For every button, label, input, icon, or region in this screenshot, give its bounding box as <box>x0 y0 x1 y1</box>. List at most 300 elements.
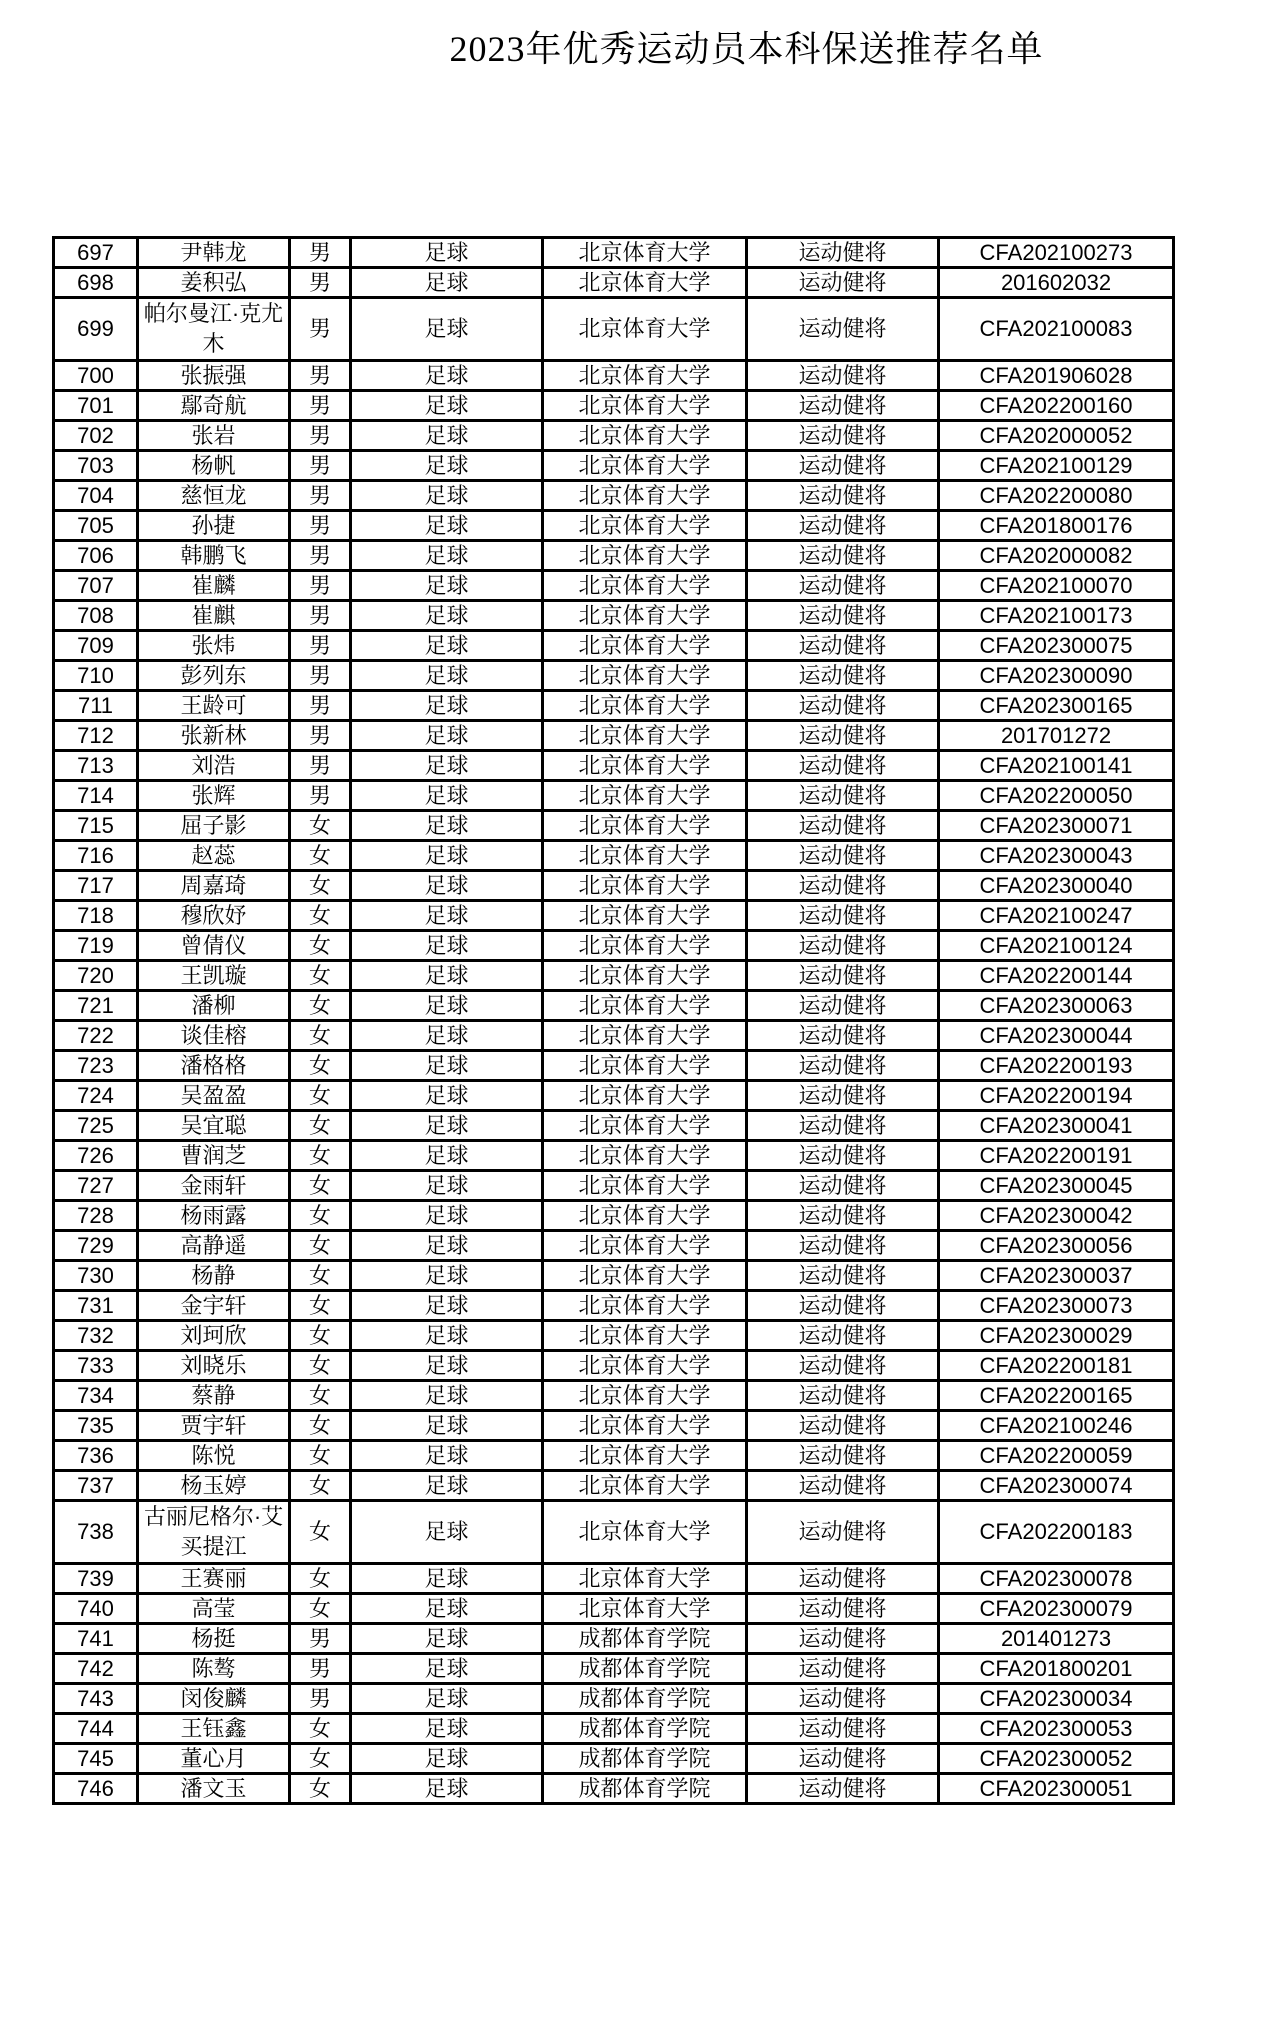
university-cell: 成都体育学院 <box>543 1624 747 1654</box>
university-cell: 北京体育大学 <box>543 1081 747 1111</box>
athlete-level-cell: 运动健将 <box>747 661 939 691</box>
athlete-level-cell: 运动健将 <box>747 781 939 811</box>
certificate-number-cell: CFA202100083 <box>939 298 1174 361</box>
table-row <box>54 541 1174 571</box>
gender-cell: 女 <box>290 1744 351 1774</box>
row-number-cell: 718 <box>54 901 138 931</box>
gender-cell: 男 <box>290 781 351 811</box>
sport-cell: 足球 <box>351 931 543 961</box>
table-row <box>54 1231 1174 1261</box>
table-row <box>54 1381 1174 1411</box>
table-row <box>54 661 1174 691</box>
university-cell: 成都体育学院 <box>543 1654 747 1684</box>
sport-cell: 足球 <box>351 511 543 541</box>
page-title: 2023年优秀运动员本科保送推荐名单 <box>449 29 1044 69</box>
table-row <box>54 991 1174 1021</box>
gender-cell: 男 <box>290 631 351 661</box>
sport-cell: 足球 <box>351 1411 543 1441</box>
sport-cell: 足球 <box>351 811 543 841</box>
gender-cell: 女 <box>290 1501 351 1564</box>
table-row <box>54 1111 1174 1141</box>
sport-cell: 足球 <box>351 1201 543 1231</box>
university-cell: 北京体育大学 <box>543 1471 747 1501</box>
table-row <box>54 1141 1174 1171</box>
athlete-name-cell: 高莹 <box>138 1594 290 1624</box>
athlete-name-cell: 谈佳榕 <box>138 1021 290 1051</box>
row-number-cell: 739 <box>54 1564 138 1594</box>
athlete-level-cell: 运动健将 <box>747 1714 939 1744</box>
athlete-level-cell: 运动健将 <box>747 601 939 631</box>
row-number-cell: 709 <box>54 631 138 661</box>
sport-cell: 足球 <box>351 1021 543 1051</box>
row-number-cell: 738 <box>54 1501 138 1564</box>
table-row <box>54 871 1174 901</box>
sport-cell: 足球 <box>351 601 543 631</box>
athlete-name-cell: 杨玉婷 <box>138 1471 290 1501</box>
sport-cell: 足球 <box>351 1171 543 1201</box>
certificate-number-cell: CFA202300043 <box>939 841 1174 871</box>
university-cell: 北京体育大学 <box>543 1321 747 1351</box>
gender-cell: 男 <box>290 691 351 721</box>
athlete-level-cell: 运动健将 <box>747 1231 939 1261</box>
athlete-level-cell: 运动健将 <box>747 871 939 901</box>
athlete-name-cell: 王赛丽 <box>138 1564 290 1594</box>
university-cell: 北京体育大学 <box>543 751 747 781</box>
athlete-level-cell: 运动健将 <box>747 1111 939 1141</box>
athlete-level-cell: 运动健将 <box>747 571 939 601</box>
athlete-level-cell: 运动健将 <box>747 1081 939 1111</box>
sport-cell: 足球 <box>351 1471 543 1501</box>
athlete-name-cell: 屈子影 <box>138 811 290 841</box>
gender-cell: 女 <box>290 1021 351 1051</box>
table-row <box>54 451 1174 481</box>
sport-cell: 足球 <box>351 721 543 751</box>
certificate-number-cell: 201602032 <box>939 268 1174 298</box>
athlete-level-cell: 运动健将 <box>747 1501 939 1564</box>
athlete-name-cell: 刘珂欣 <box>138 1321 290 1351</box>
table-row <box>54 781 1174 811</box>
athlete-name-cell: 穆欣妤 <box>138 901 290 931</box>
table-row <box>54 1441 1174 1471</box>
certificate-number-cell: CFA202300056 <box>939 1231 1174 1261</box>
table-row <box>54 1471 1174 1501</box>
table-row <box>54 601 1174 631</box>
athlete-level-cell: 运动健将 <box>747 1564 939 1594</box>
athlete-name-cell: 刘浩 <box>138 751 290 781</box>
table-row <box>54 511 1174 541</box>
sport-cell: 足球 <box>351 391 543 421</box>
sport-cell: 足球 <box>351 571 543 601</box>
athlete-level-cell: 运动健将 <box>747 1654 939 1684</box>
athlete-level-cell: 运动健将 <box>747 1411 939 1441</box>
table-row <box>54 1201 1174 1231</box>
athlete-name-cell: 张岩 <box>138 421 290 451</box>
table-row <box>54 1744 1174 1774</box>
certificate-number-cell: CFA202100247 <box>939 901 1174 931</box>
sport-cell: 足球 <box>351 1381 543 1411</box>
athlete-name-cell: 潘柳 <box>138 991 290 1021</box>
table-row <box>54 361 1174 391</box>
row-number-cell: 713 <box>54 751 138 781</box>
athlete-name-cell: 周嘉琦 <box>138 871 290 901</box>
row-number-cell: 702 <box>54 421 138 451</box>
athlete-level-cell: 运动健将 <box>747 1351 939 1381</box>
certificate-number-cell: CFA202200191 <box>939 1141 1174 1171</box>
university-cell: 成都体育学院 <box>543 1744 747 1774</box>
university-cell: 北京体育大学 <box>543 1141 747 1171</box>
sport-cell: 足球 <box>351 1141 543 1171</box>
university-cell: 北京体育大学 <box>543 1171 747 1201</box>
row-number-cell: 727 <box>54 1171 138 1201</box>
athlete-level-cell: 运动健将 <box>747 1594 939 1624</box>
sport-cell: 足球 <box>351 841 543 871</box>
gender-cell: 男 <box>290 361 351 391</box>
certificate-number-cell: CFA202100124 <box>939 931 1174 961</box>
certificate-number-cell: CFA202100246 <box>939 1411 1174 1441</box>
table-row <box>54 1654 1174 1684</box>
row-number-cell: 714 <box>54 781 138 811</box>
row-number-cell: 704 <box>54 481 138 511</box>
certificate-number-cell: CFA202200080 <box>939 481 1174 511</box>
university-cell: 北京体育大学 <box>543 691 747 721</box>
athlete-name-cell: 陈骜 <box>138 1654 290 1684</box>
gender-cell: 女 <box>290 991 351 1021</box>
athlete-name-cell: 曹润芝 <box>138 1141 290 1171</box>
certificate-number-cell: CFA202300074 <box>939 1471 1174 1501</box>
gender-cell: 女 <box>290 1594 351 1624</box>
athlete-name-cell: 古丽尼格尔·艾买提江 <box>138 1501 290 1564</box>
athlete-level-cell: 运动健将 <box>747 421 939 451</box>
athlete-name-cell: 孙捷 <box>138 511 290 541</box>
row-number-cell: 725 <box>54 1111 138 1141</box>
university-cell: 北京体育大学 <box>543 991 747 1021</box>
sport-cell: 足球 <box>351 361 543 391</box>
row-number-cell: 716 <box>54 841 138 871</box>
gender-cell: 女 <box>290 811 351 841</box>
sport-cell: 足球 <box>351 541 543 571</box>
certificate-number-cell: CFA202300073 <box>939 1291 1174 1321</box>
athlete-level-cell: 运动健将 <box>747 451 939 481</box>
table-row <box>54 631 1174 661</box>
athlete-level-cell: 运动健将 <box>747 1201 939 1231</box>
row-number-cell: 719 <box>54 931 138 961</box>
athlete-level-cell: 运动健将 <box>747 631 939 661</box>
gender-cell: 女 <box>290 1381 351 1411</box>
gender-cell: 女 <box>290 1774 351 1804</box>
row-number-cell: 729 <box>54 1231 138 1261</box>
certificate-number-cell: CFA202200050 <box>939 781 1174 811</box>
certificate-number-cell: CFA202200165 <box>939 1381 1174 1411</box>
gender-cell: 女 <box>290 1714 351 1744</box>
row-number-cell: 735 <box>54 1411 138 1441</box>
athlete-name-cell: 杨帆 <box>138 451 290 481</box>
university-cell: 北京体育大学 <box>543 298 747 361</box>
athlete-name-cell: 崔麒 <box>138 601 290 631</box>
athlete-name-cell: 韩鹏飞 <box>138 541 290 571</box>
university-cell: 北京体育大学 <box>543 1381 747 1411</box>
gender-cell: 男 <box>290 1654 351 1684</box>
row-number-cell: 723 <box>54 1051 138 1081</box>
sport-cell: 足球 <box>351 1081 543 1111</box>
university-cell: 北京体育大学 <box>543 1501 747 1564</box>
row-number-cell: 732 <box>54 1321 138 1351</box>
gender-cell: 女 <box>290 1564 351 1594</box>
certificate-number-cell: CFA202100141 <box>939 751 1174 781</box>
gender-cell: 男 <box>290 541 351 571</box>
gender-cell: 女 <box>290 1471 351 1501</box>
athlete-name-cell: 杨挺 <box>138 1624 290 1654</box>
row-number-cell: 707 <box>54 571 138 601</box>
row-number-cell: 701 <box>54 391 138 421</box>
athlete-name-cell: 王钰鑫 <box>138 1714 290 1744</box>
certificate-number-cell: CFA201800176 <box>939 511 1174 541</box>
gender-cell: 女 <box>290 1291 351 1321</box>
certificate-number-cell: CFA202300040 <box>939 871 1174 901</box>
row-number-cell: 744 <box>54 1714 138 1744</box>
athlete-level-cell: 运动健将 <box>747 1321 939 1351</box>
certificate-number-cell: CFA202300078 <box>939 1564 1174 1594</box>
certificate-number-cell: CFA202000082 <box>939 541 1174 571</box>
gender-cell: 女 <box>290 1111 351 1141</box>
sport-cell: 足球 <box>351 691 543 721</box>
gender-cell: 女 <box>290 1081 351 1111</box>
certificate-number-cell: CFA202000052 <box>939 421 1174 451</box>
university-cell: 北京体育大学 <box>543 238 747 268</box>
university-cell: 成都体育学院 <box>543 1714 747 1744</box>
athlete-level-cell: 运动健将 <box>747 901 939 931</box>
athlete-level-cell: 运动健将 <box>747 238 939 268</box>
table-row <box>54 1321 1174 1351</box>
athlete-level-cell: 运动健将 <box>747 541 939 571</box>
university-cell: 北京体育大学 <box>543 1564 747 1594</box>
certificate-number-cell: CFA202300034 <box>939 1684 1174 1714</box>
table-row <box>54 751 1174 781</box>
table-row <box>54 391 1174 421</box>
athlete-name-cell: 曾倩仪 <box>138 931 290 961</box>
table-row <box>54 1021 1174 1051</box>
sport-cell: 足球 <box>351 298 543 361</box>
certificate-number-cell: CFA202200059 <box>939 1441 1174 1471</box>
gender-cell: 男 <box>290 601 351 631</box>
certificate-number-cell: CFA202200160 <box>939 391 1174 421</box>
certificate-number-cell: CFA202300037 <box>939 1261 1174 1291</box>
university-cell: 北京体育大学 <box>543 1441 747 1471</box>
row-number-cell: 736 <box>54 1441 138 1471</box>
sport-cell: 足球 <box>351 1774 543 1804</box>
certificate-number-cell: CFA201800201 <box>939 1654 1174 1684</box>
athlete-level-cell: 运动健将 <box>747 391 939 421</box>
certificate-number-cell: CFA202300042 <box>939 1201 1174 1231</box>
athlete-level-cell: 运动健将 <box>747 1624 939 1654</box>
gender-cell: 女 <box>290 1171 351 1201</box>
sport-cell: 足球 <box>351 1564 543 1594</box>
athlete-level-cell: 运动健将 <box>747 361 939 391</box>
gender-cell: 女 <box>290 1351 351 1381</box>
athlete-level-cell: 运动健将 <box>747 691 939 721</box>
athlete-level-cell: 运动健将 <box>747 511 939 541</box>
gender-cell: 男 <box>290 1684 351 1714</box>
sport-cell: 足球 <box>351 661 543 691</box>
certificate-number-cell: CFA202200144 <box>939 961 1174 991</box>
athlete-level-cell: 运动健将 <box>747 1021 939 1051</box>
certificate-number-cell: CFA202200181 <box>939 1351 1174 1381</box>
row-number-cell: 712 <box>54 721 138 751</box>
table-row <box>54 298 1174 361</box>
gender-cell: 女 <box>290 1411 351 1441</box>
gender-cell: 男 <box>290 451 351 481</box>
athlete-level-cell: 运动健将 <box>747 481 939 511</box>
athlete-name-cell: 王龄可 <box>138 691 290 721</box>
gender-cell: 男 <box>290 268 351 298</box>
table-row <box>54 901 1174 931</box>
table-row <box>54 1171 1174 1201</box>
university-cell: 北京体育大学 <box>543 571 747 601</box>
gender-cell: 男 <box>290 661 351 691</box>
gender-cell: 女 <box>290 1201 351 1231</box>
table-row <box>54 1684 1174 1714</box>
recommendation-table <box>52 236 1175 1805</box>
certificate-number-cell: CFA202300079 <box>939 1594 1174 1624</box>
sport-cell: 足球 <box>351 991 543 1021</box>
table-row <box>54 571 1174 601</box>
university-cell: 北京体育大学 <box>543 361 747 391</box>
gender-cell: 女 <box>290 1231 351 1261</box>
university-cell: 北京体育大学 <box>543 391 747 421</box>
table-row <box>54 238 1174 268</box>
sport-cell: 足球 <box>351 421 543 451</box>
university-cell: 北京体育大学 <box>543 961 747 991</box>
athlete-level-cell: 运动健将 <box>747 1051 939 1081</box>
gender-cell: 女 <box>290 871 351 901</box>
row-number-cell: 715 <box>54 811 138 841</box>
table-row <box>54 1051 1174 1081</box>
certificate-number-cell: CFA202300165 <box>939 691 1174 721</box>
row-number-cell: 721 <box>54 991 138 1021</box>
sport-cell: 足球 <box>351 1261 543 1291</box>
university-cell: 北京体育大学 <box>543 811 747 841</box>
table-row <box>54 481 1174 511</box>
row-number-cell: 710 <box>54 661 138 691</box>
certificate-number-cell: CFA202200183 <box>939 1501 1174 1564</box>
sport-cell: 足球 <box>351 781 543 811</box>
certificate-number-cell: CFA202300051 <box>939 1774 1174 1804</box>
certificate-number-cell: CFA202300045 <box>939 1171 1174 1201</box>
row-number-cell: 711 <box>54 691 138 721</box>
row-number-cell: 731 <box>54 1291 138 1321</box>
athlete-name-cell: 杨雨露 <box>138 1201 290 1231</box>
university-cell: 北京体育大学 <box>543 781 747 811</box>
gender-cell: 女 <box>290 901 351 931</box>
athlete-level-cell: 运动健将 <box>747 991 939 1021</box>
university-cell: 北京体育大学 <box>543 1411 747 1441</box>
certificate-number-cell: CFA202100070 <box>939 571 1174 601</box>
sport-cell: 足球 <box>351 1441 543 1471</box>
university-cell: 北京体育大学 <box>543 631 747 661</box>
athlete-name-cell: 崔麟 <box>138 571 290 601</box>
university-cell: 北京体育大学 <box>543 421 747 451</box>
athlete-level-cell: 运动健将 <box>747 1684 939 1714</box>
university-cell: 北京体育大学 <box>543 541 747 571</box>
athlete-level-cell: 运动健将 <box>747 1471 939 1501</box>
gender-cell: 男 <box>290 238 351 268</box>
athlete-level-cell: 运动健将 <box>747 961 939 991</box>
athlete-name-cell: 张振强 <box>138 361 290 391</box>
table-row <box>54 1501 1174 1564</box>
sport-cell: 足球 <box>351 1594 543 1624</box>
athlete-name-cell: 张辉 <box>138 781 290 811</box>
athlete-name-cell: 尹韩龙 <box>138 238 290 268</box>
gender-cell: 男 <box>290 571 351 601</box>
gender-cell: 女 <box>290 1141 351 1171</box>
athlete-level-cell: 运动健将 <box>747 721 939 751</box>
university-cell: 北京体育大学 <box>543 1021 747 1051</box>
row-number-cell: 734 <box>54 1381 138 1411</box>
certificate-number-cell: CFA202300090 <box>939 661 1174 691</box>
sport-cell: 足球 <box>351 961 543 991</box>
row-number-cell: 706 <box>54 541 138 571</box>
certificate-number-cell: CFA202300071 <box>939 811 1174 841</box>
athlete-name-cell: 贾宇轩 <box>138 1411 290 1441</box>
sport-cell: 足球 <box>351 1051 543 1081</box>
certificate-number-cell: CFA202100173 <box>939 601 1174 631</box>
certificate-number-cell: CFA202300044 <box>939 1021 1174 1051</box>
university-cell: 成都体育学院 <box>543 1684 747 1714</box>
athlete-level-cell: 运动健将 <box>747 1744 939 1774</box>
table-row <box>54 1411 1174 1441</box>
certificate-number-cell: CFA202300063 <box>939 991 1174 1021</box>
row-number-cell: 717 <box>54 871 138 901</box>
row-number-cell: 733 <box>54 1351 138 1381</box>
sport-cell: 足球 <box>351 451 543 481</box>
certificate-number-cell: CFA202300075 <box>939 631 1174 661</box>
university-cell: 北京体育大学 <box>543 1111 747 1141</box>
university-cell: 北京体育大学 <box>543 931 747 961</box>
gender-cell: 男 <box>290 391 351 421</box>
certificate-number-cell: CFA202300029 <box>939 1321 1174 1351</box>
row-number-cell: 726 <box>54 1141 138 1171</box>
athlete-level-cell: 运动健将 <box>747 1441 939 1471</box>
gender-cell: 男 <box>290 298 351 361</box>
sport-cell: 足球 <box>351 238 543 268</box>
university-cell: 北京体育大学 <box>543 481 747 511</box>
university-cell: 北京体育大学 <box>543 721 747 751</box>
athlete-name-cell: 慈恒龙 <box>138 481 290 511</box>
certificate-number-cell: CFA202300041 <box>939 1111 1174 1141</box>
row-number-cell: 746 <box>54 1774 138 1804</box>
gender-cell: 女 <box>290 1321 351 1351</box>
sport-cell: 足球 <box>351 751 543 781</box>
athlete-level-cell: 运动健将 <box>747 841 939 871</box>
athlete-name-cell: 赵蕊 <box>138 841 290 871</box>
university-cell: 北京体育大学 <box>543 1051 747 1081</box>
gender-cell: 女 <box>290 1261 351 1291</box>
certificate-number-cell: 201401273 <box>939 1624 1174 1654</box>
athlete-level-cell: 运动健将 <box>747 1141 939 1171</box>
university-cell: 北京体育大学 <box>543 661 747 691</box>
row-number-cell: 730 <box>54 1261 138 1291</box>
athlete-name-cell: 高静遥 <box>138 1231 290 1261</box>
row-number-cell: 722 <box>54 1021 138 1051</box>
sport-cell: 足球 <box>351 1321 543 1351</box>
athlete-name-cell: 闵俊麟 <box>138 1684 290 1714</box>
university-cell: 北京体育大学 <box>543 601 747 631</box>
university-cell: 北京体育大学 <box>543 1201 747 1231</box>
athlete-name-cell: 彭列东 <box>138 661 290 691</box>
table-row <box>54 931 1174 961</box>
row-number-cell: 728 <box>54 1201 138 1231</box>
table-row <box>54 1564 1174 1594</box>
sport-cell: 足球 <box>351 871 543 901</box>
